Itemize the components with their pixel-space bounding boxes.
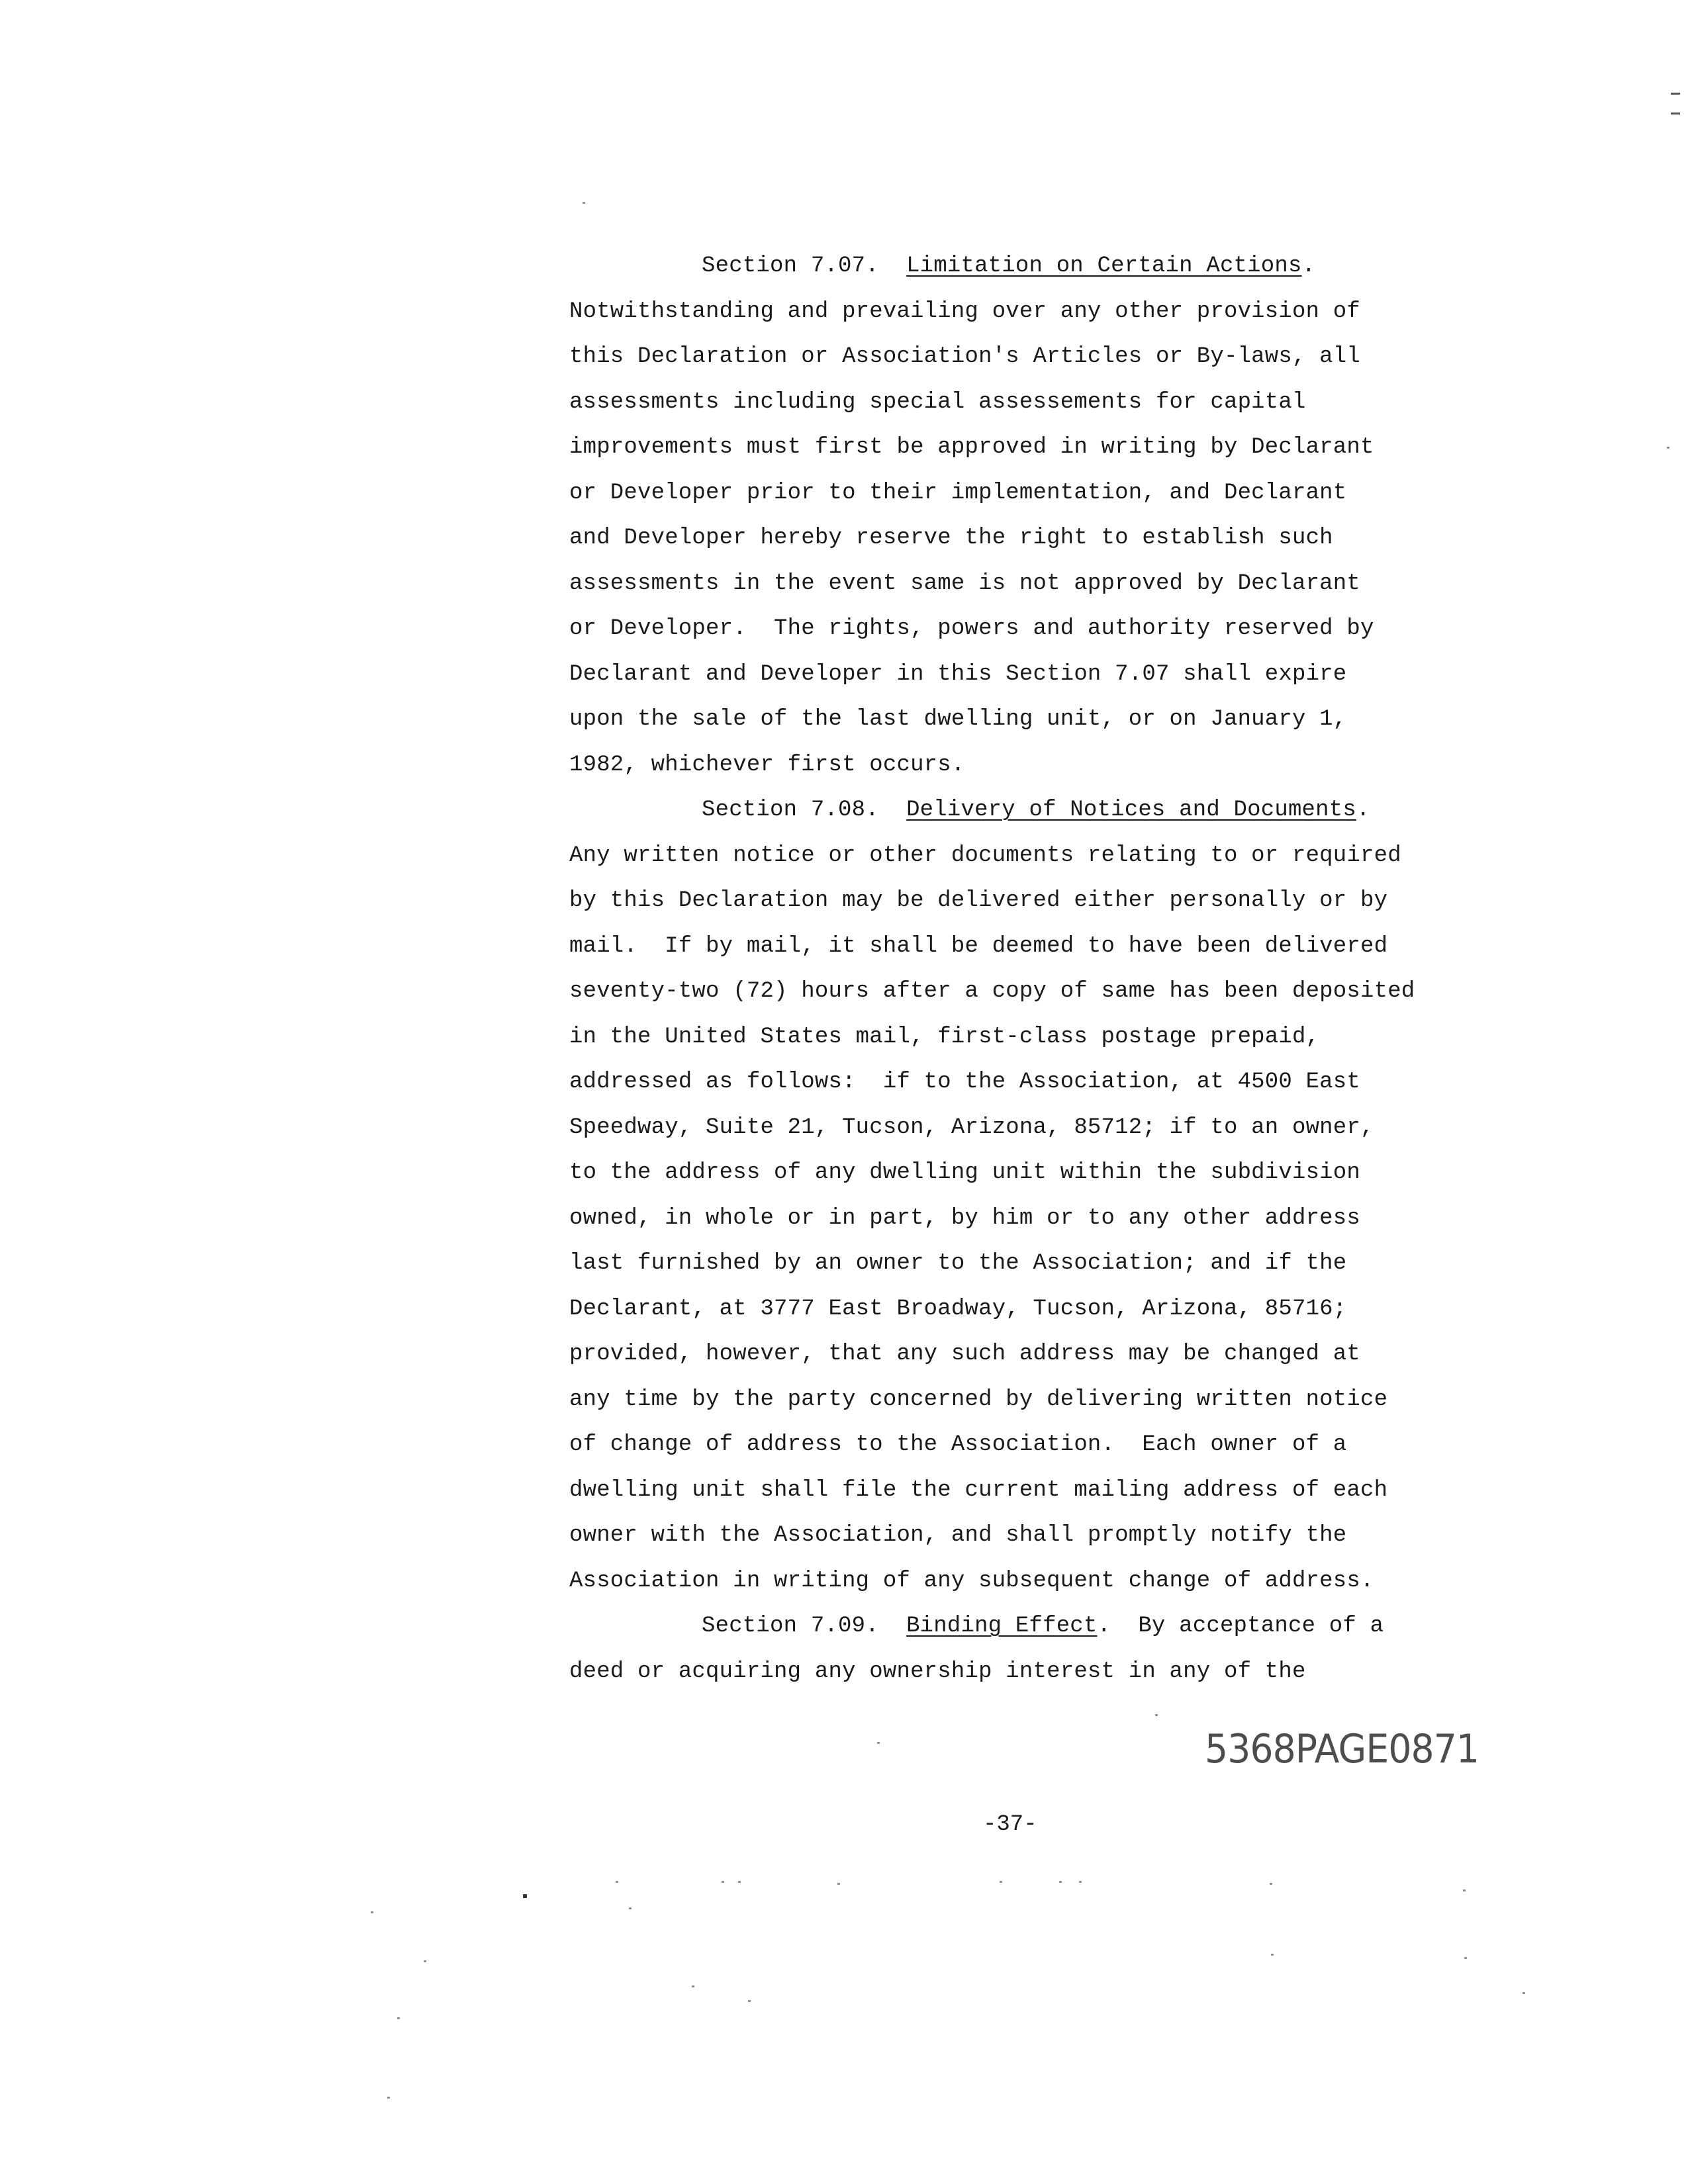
recording-stamp: 5368PAGE0871	[1205, 1726, 1479, 1772]
section-7-09-title-end: . By acceptance of a	[1097, 1614, 1384, 1639]
page-number: -37-	[983, 1812, 1037, 1837]
scan-speck	[1271, 1954, 1274, 1956]
text-line: owner with the Association, and shall promptly notify the	[569, 1523, 1347, 1548]
scan-speck	[523, 1894, 527, 1898]
text-line: dwelling unit shall file the current mailing address of each	[569, 1477, 1388, 1503]
text-line: assessments including special assessements for capital	[569, 389, 1306, 415]
text-line: of change of address to the Association. Each owner of a	[569, 1432, 1347, 1457]
text-line: this Declaration or Association's Articles or By-laws, all	[569, 344, 1360, 369]
scan-speck	[616, 1881, 618, 1883]
text-line: provided, however, that any such address may be changed at	[569, 1342, 1360, 1367]
scan-speck	[1464, 1957, 1467, 1959]
scan-speck	[1270, 1883, 1272, 1885]
section-7-07-title: Limitation on Certain Actions	[906, 253, 1302, 279]
scan-speck	[738, 1881, 741, 1883]
text-line: Any written notice or other documents relating to or required	[569, 842, 1401, 868]
scan-speck	[424, 1960, 426, 1962]
document-body	[569, 244, 1423, 1694]
section-7-09-number: Section 7.09.	[702, 1614, 907, 1639]
scan-speck	[1079, 1881, 1082, 1883]
text-line: upon the sale of the last dwelling unit, or on January 1,	[569, 707, 1347, 732]
text-line: or Developer prior to their implementation, and Declarant	[569, 480, 1347, 506]
text-line: addressed as follows: if to the Association, at 4500 East	[569, 1069, 1360, 1095]
section-7-09-title: Binding Effect	[906, 1614, 1098, 1639]
section-7-07-title-end: .	[1301, 253, 1316, 279]
scan-speck	[1463, 1889, 1466, 1891]
section-7-08-number: Section 7.08.	[702, 797, 907, 823]
text-line: Declarant, at 3777 East Broadway, Tucson, Arizona, 85716;	[569, 1296, 1347, 1322]
section-7-08-title: Delivery of Notices and Documents	[906, 797, 1356, 823]
scan-speck	[1523, 1992, 1525, 1994]
section-7-08-heading-line	[569, 788, 1423, 833]
text-line: by this Declaration may be delivered either personally or by	[569, 888, 1388, 913]
section-7-07-number: Section 7.07.	[702, 253, 907, 279]
text-line: deed or acquiring any ownership interest in any of the	[569, 1659, 1306, 1684]
text-line: 1982, whichever first occurs.	[569, 752, 965, 778]
scan-speck	[1059, 1881, 1062, 1883]
scan-speck	[877, 1742, 880, 1744]
text-line: in the United States mail, first-class postage prepaid,	[569, 1024, 1320, 1050]
text-line: Notwithstanding and prevailing over any other provision of	[569, 298, 1360, 324]
scan-edge-mark	[1671, 93, 1680, 95]
scan-speck	[837, 1883, 840, 1885]
scan-speck	[387, 2097, 390, 2099]
text-line: any time by the party concerned by delivering written notice	[569, 1387, 1388, 1412]
text-line: last furnished by an owner to the Association; and if the	[569, 1251, 1347, 1276]
scan-speck	[629, 1907, 632, 1909]
text-line: Association in writing of any subsequent change of address.	[569, 1568, 1374, 1594]
scan-speck	[1667, 447, 1669, 449]
text-line: Declarant and Developer in this Section 7.07 shall expire	[569, 661, 1347, 687]
section-7-07-heading-line	[569, 244, 1423, 289]
text-line: to the address of any dwelling unit within the subdivision	[569, 1160, 1360, 1185]
scan-speck	[722, 1881, 724, 1883]
scan-speck	[1000, 1881, 1002, 1883]
scan-edge-mark	[1671, 113, 1680, 114]
scan-speck	[371, 1911, 373, 1913]
scan-speck	[692, 1985, 694, 1987]
scan-speck	[397, 2017, 400, 2019]
text-line: or Developer. The rights, powers and authority reserved by	[569, 616, 1374, 641]
text-line: and Developer hereby reserve the right to establish such	[569, 525, 1333, 551]
section-7-09-heading-line	[569, 1604, 1423, 1649]
scan-speck	[748, 2000, 751, 2002]
text-line: assessments in the event same is not approved by Declarant	[569, 570, 1360, 596]
text-line: Speedway, Suite 21, Tucson, Arizona, 85712; if to an owner,	[569, 1115, 1374, 1140]
scan-speck	[1155, 1714, 1158, 1716]
text-line: owned, in whole or in part, by him or to any other address	[569, 1205, 1360, 1231]
text-line: seventy-two (72) hours after a copy of same has been deposited	[569, 979, 1415, 1004]
scan-speck	[583, 202, 585, 204]
text-line: mail. If by mail, it shall be deemed to have been delivered	[569, 933, 1388, 959]
text-line: improvements must first be approved in writing by Declarant	[569, 435, 1374, 460]
section-7-08-title-end: .	[1356, 797, 1370, 823]
